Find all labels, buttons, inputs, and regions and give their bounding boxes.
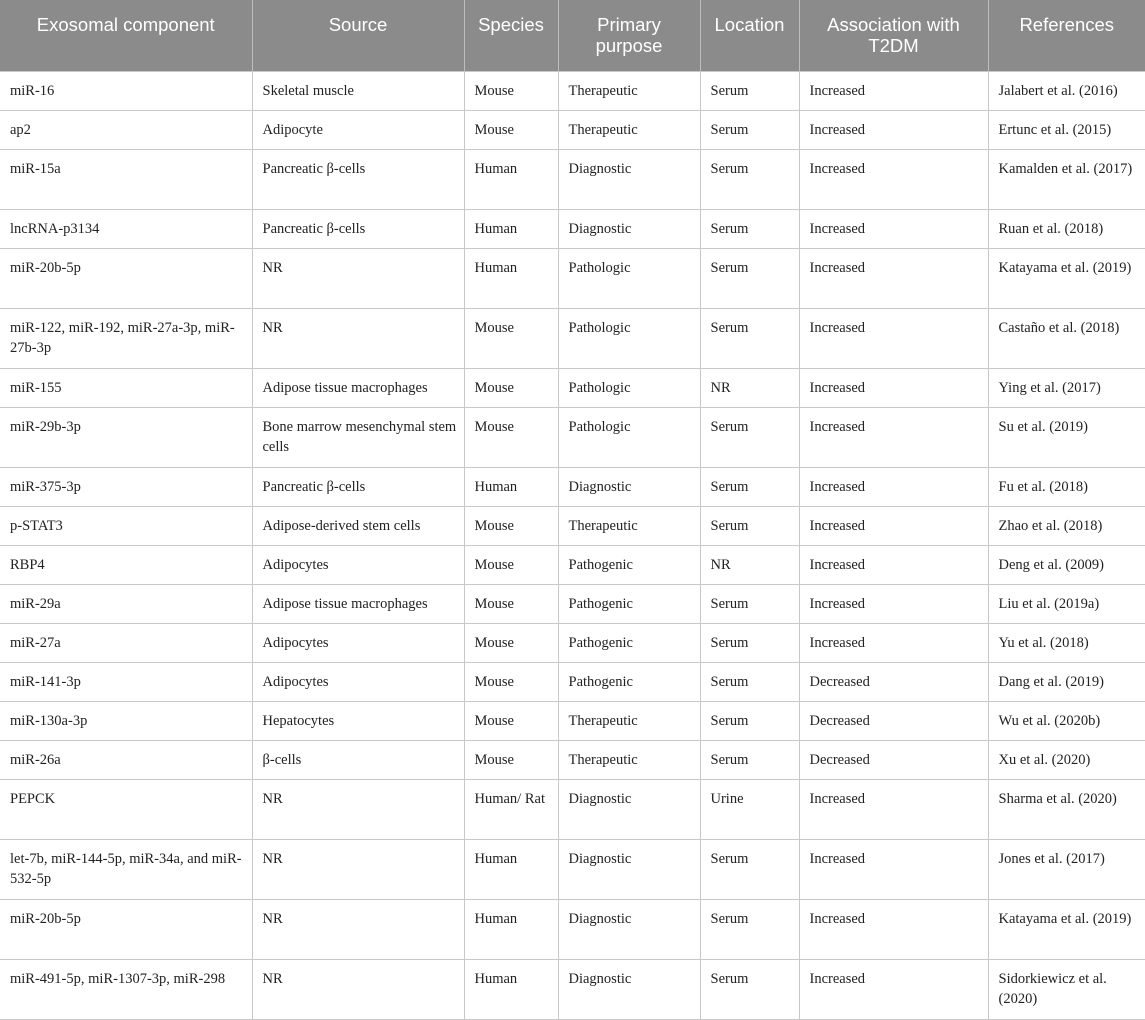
cell-purpose: Diagnostic bbox=[558, 468, 700, 507]
cell-purpose: Pathogenic bbox=[558, 624, 700, 663]
cell-location: Serum bbox=[700, 72, 799, 111]
cell-component: let-7b, miR-144-5p, miR-34a, and miR-532-5p bbox=[0, 840, 252, 900]
cell-association: Increased bbox=[799, 468, 988, 507]
cell-association: Increased bbox=[799, 507, 988, 546]
cell-component: miR-155 bbox=[0, 369, 252, 408]
cell-species: Mouse bbox=[464, 585, 558, 624]
cell-component: miR-16 bbox=[0, 72, 252, 111]
cell-component: miR-375-3p bbox=[0, 468, 252, 507]
cell-source: NR bbox=[252, 960, 464, 1020]
cell-component: RBP4 bbox=[0, 546, 252, 585]
cell-purpose: Pathologic bbox=[558, 309, 700, 369]
cell-association: Increased bbox=[799, 900, 988, 960]
cell-species: Mouse bbox=[464, 624, 558, 663]
table-row bbox=[0, 369, 1145, 408]
cell-purpose: Pathologic bbox=[558, 249, 700, 309]
cell-purpose: Pathologic bbox=[558, 408, 700, 468]
table-row bbox=[0, 309, 1145, 369]
cell-component: miR-26a bbox=[0, 741, 252, 780]
cell-source: Adipocytes bbox=[252, 624, 464, 663]
cell-location: Serum bbox=[700, 468, 799, 507]
cell-reference: Ruan et al. (2018) bbox=[988, 210, 1145, 249]
table-row bbox=[0, 150, 1145, 210]
cell-component: ap2 bbox=[0, 111, 252, 150]
cell-location: Serum bbox=[700, 210, 799, 249]
cell-location: Serum bbox=[700, 309, 799, 369]
table-row bbox=[0, 546, 1145, 585]
cell-species: Mouse bbox=[464, 369, 558, 408]
cell-source: Pancreatic β-cells bbox=[252, 468, 464, 507]
cell-purpose: Pathologic bbox=[558, 369, 700, 408]
cell-reference: Jalabert et al. (2016) bbox=[988, 72, 1145, 111]
cell-species: Human bbox=[464, 960, 558, 1020]
cell-reference: Ertunc et al. (2015) bbox=[988, 111, 1145, 150]
cell-reference: Sharma et al. (2020) bbox=[988, 780, 1145, 840]
cell-purpose: Diagnostic bbox=[558, 150, 700, 210]
cell-source: β-cells bbox=[252, 741, 464, 780]
cell-component: miR-122, miR-192, miR-27a-3p, miR-27b-3p bbox=[0, 309, 252, 369]
cell-source: NR bbox=[252, 780, 464, 840]
header-source: Source bbox=[252, 0, 464, 72]
cell-reference: Liu et al. (2019a) bbox=[988, 585, 1145, 624]
cell-component: lncRNA-p3134 bbox=[0, 210, 252, 249]
cell-component: miR-130a-3p bbox=[0, 702, 252, 741]
cell-purpose: Diagnostic bbox=[558, 900, 700, 960]
cell-location: Serum bbox=[700, 960, 799, 1020]
cell-reference: Katayama et al. (2019) bbox=[988, 249, 1145, 309]
cell-association: Increased bbox=[799, 780, 988, 840]
table-row bbox=[0, 72, 1145, 111]
cell-association: Decreased bbox=[799, 702, 988, 741]
cell-source: Hepatocytes bbox=[252, 702, 464, 741]
cell-species: Mouse bbox=[464, 408, 558, 468]
cell-source: Pancreatic β-cells bbox=[252, 150, 464, 210]
table-row bbox=[0, 741, 1145, 780]
table-row bbox=[0, 900, 1145, 960]
cell-location: NR bbox=[700, 369, 799, 408]
cell-purpose: Diagnostic bbox=[558, 960, 700, 1020]
cell-source: NR bbox=[252, 309, 464, 369]
cell-location: Serum bbox=[700, 150, 799, 210]
table-row bbox=[0, 585, 1145, 624]
cell-source: NR bbox=[252, 900, 464, 960]
cell-association: Increased bbox=[799, 585, 988, 624]
cell-source: Skeletal muscle bbox=[252, 72, 464, 111]
cell-species: Mouse bbox=[464, 309, 558, 369]
cell-location: Serum bbox=[700, 900, 799, 960]
cell-component: miR-29b-3p bbox=[0, 408, 252, 468]
cell-component: miR-27a bbox=[0, 624, 252, 663]
cell-source: Adipocytes bbox=[252, 663, 464, 702]
cell-species: Mouse bbox=[464, 72, 558, 111]
cell-species: Mouse bbox=[464, 702, 558, 741]
cell-association: Increased bbox=[799, 111, 988, 150]
cell-species: Mouse bbox=[464, 741, 558, 780]
cell-association: Increased bbox=[799, 369, 988, 408]
cell-species: Human bbox=[464, 900, 558, 960]
cell-association: Increased bbox=[799, 72, 988, 111]
cell-reference: Yu et al. (2018) bbox=[988, 624, 1145, 663]
cell-species: Mouse bbox=[464, 546, 558, 585]
cell-reference: Castaño et al. (2018) bbox=[988, 309, 1145, 369]
cell-component: miR-491-5p, miR-1307-3p, miR-298 bbox=[0, 960, 252, 1020]
cell-purpose: Therapeutic bbox=[558, 111, 700, 150]
cell-location: Serum bbox=[700, 408, 799, 468]
cell-association: Increased bbox=[799, 249, 988, 309]
cell-purpose: Therapeutic bbox=[558, 702, 700, 741]
cell-association: Increased bbox=[799, 150, 988, 210]
cell-component: miR-20b-5p bbox=[0, 249, 252, 309]
header-references: References bbox=[988, 0, 1145, 72]
cell-reference: Dang et al. (2019) bbox=[988, 663, 1145, 702]
cell-component: miR-20b-5p bbox=[0, 900, 252, 960]
cell-reference: Katayama et al. (2019) bbox=[988, 900, 1145, 960]
cell-species: Human bbox=[464, 210, 558, 249]
cell-location: Serum bbox=[700, 741, 799, 780]
table-body bbox=[0, 72, 1145, 1020]
cell-association: Increased bbox=[799, 960, 988, 1020]
cell-species: Human/ Rat bbox=[464, 780, 558, 840]
table-row bbox=[0, 960, 1145, 1020]
cell-source: NR bbox=[252, 249, 464, 309]
cell-location: NR bbox=[700, 546, 799, 585]
cell-species: Mouse bbox=[464, 663, 558, 702]
cell-source: Adipose tissue macrophages bbox=[252, 369, 464, 408]
cell-component: PEPCK bbox=[0, 780, 252, 840]
table-row bbox=[0, 702, 1145, 741]
cell-species: Human bbox=[464, 840, 558, 900]
table-row bbox=[0, 111, 1145, 150]
cell-location: Serum bbox=[700, 249, 799, 309]
table-row bbox=[0, 780, 1145, 840]
cell-association: Increased bbox=[799, 546, 988, 585]
cell-source: Pancreatic β-cells bbox=[252, 210, 464, 249]
cell-purpose: Diagnostic bbox=[558, 840, 700, 900]
cell-source: Bone marrow mesenchymal stem cells bbox=[252, 408, 464, 468]
cell-purpose: Therapeutic bbox=[558, 741, 700, 780]
cell-reference: Deng et al. (2009) bbox=[988, 546, 1145, 585]
cell-association: Increased bbox=[799, 840, 988, 900]
cell-association: Increased bbox=[799, 624, 988, 663]
table-header bbox=[0, 0, 1145, 72]
cell-species: Human bbox=[464, 150, 558, 210]
cell-source: Adipocyte bbox=[252, 111, 464, 150]
cell-purpose: Pathogenic bbox=[558, 585, 700, 624]
header-exosomal-component: Exosomal component bbox=[0, 0, 252, 72]
cell-reference: Su et al. (2019) bbox=[988, 408, 1145, 468]
cell-location: Serum bbox=[700, 663, 799, 702]
table-row bbox=[0, 507, 1145, 546]
cell-location: Urine bbox=[700, 780, 799, 840]
cell-reference: Kamalden et al. (2017) bbox=[988, 150, 1145, 210]
cell-species: Mouse bbox=[464, 111, 558, 150]
cell-association: Increased bbox=[799, 210, 988, 249]
cell-location: Serum bbox=[700, 585, 799, 624]
cell-purpose: Diagnostic bbox=[558, 210, 700, 249]
cell-location: Serum bbox=[700, 624, 799, 663]
cell-association: Increased bbox=[799, 309, 988, 369]
cell-reference: Xu et al. (2020) bbox=[988, 741, 1145, 780]
cell-association: Decreased bbox=[799, 741, 988, 780]
table-row bbox=[0, 663, 1145, 702]
cell-location: Serum bbox=[700, 840, 799, 900]
cell-reference: Sidorkiewicz et al. (2020) bbox=[988, 960, 1145, 1020]
table-row bbox=[0, 408, 1145, 468]
table-row bbox=[0, 249, 1145, 309]
header-location: Location bbox=[700, 0, 799, 72]
cell-species: Human bbox=[464, 249, 558, 309]
cell-source: NR bbox=[252, 840, 464, 900]
cell-reference: Zhao et al. (2018) bbox=[988, 507, 1145, 546]
cell-purpose: Pathogenic bbox=[558, 663, 700, 702]
header-species: Species bbox=[464, 0, 558, 72]
cell-association: Decreased bbox=[799, 663, 988, 702]
table-row bbox=[0, 210, 1145, 249]
table-row bbox=[0, 468, 1145, 507]
cell-location: Serum bbox=[700, 702, 799, 741]
cell-purpose: Diagnostic bbox=[558, 780, 700, 840]
cell-reference: Wu et al. (2020b) bbox=[988, 702, 1145, 741]
cell-reference: Jones et al. (2017) bbox=[988, 840, 1145, 900]
table-row bbox=[0, 624, 1145, 663]
cell-source: Adipose-derived stem cells bbox=[252, 507, 464, 546]
header-primary-purpose: Primary purpose bbox=[558, 0, 700, 72]
cell-purpose: Therapeutic bbox=[558, 72, 700, 111]
cell-source: Adipose tissue macrophages bbox=[252, 585, 464, 624]
cell-component: miR-141-3p bbox=[0, 663, 252, 702]
cell-source: Adipocytes bbox=[252, 546, 464, 585]
header-association: Association with T2DM bbox=[799, 0, 988, 72]
cell-species: Human bbox=[464, 468, 558, 507]
cell-reference: Ying et al. (2017) bbox=[988, 369, 1145, 408]
cell-component: miR-29a bbox=[0, 585, 252, 624]
cell-component: p-STAT3 bbox=[0, 507, 252, 546]
table-row bbox=[0, 840, 1145, 900]
cell-species: Mouse bbox=[464, 507, 558, 546]
cell-association: Increased bbox=[799, 408, 988, 468]
header-row bbox=[0, 0, 1145, 72]
cell-location: Serum bbox=[700, 507, 799, 546]
cell-location: Serum bbox=[700, 111, 799, 150]
cell-purpose: Therapeutic bbox=[558, 507, 700, 546]
cell-reference: Fu et al. (2018) bbox=[988, 468, 1145, 507]
cell-component: miR-15a bbox=[0, 150, 252, 210]
cell-purpose: Pathogenic bbox=[558, 546, 700, 585]
